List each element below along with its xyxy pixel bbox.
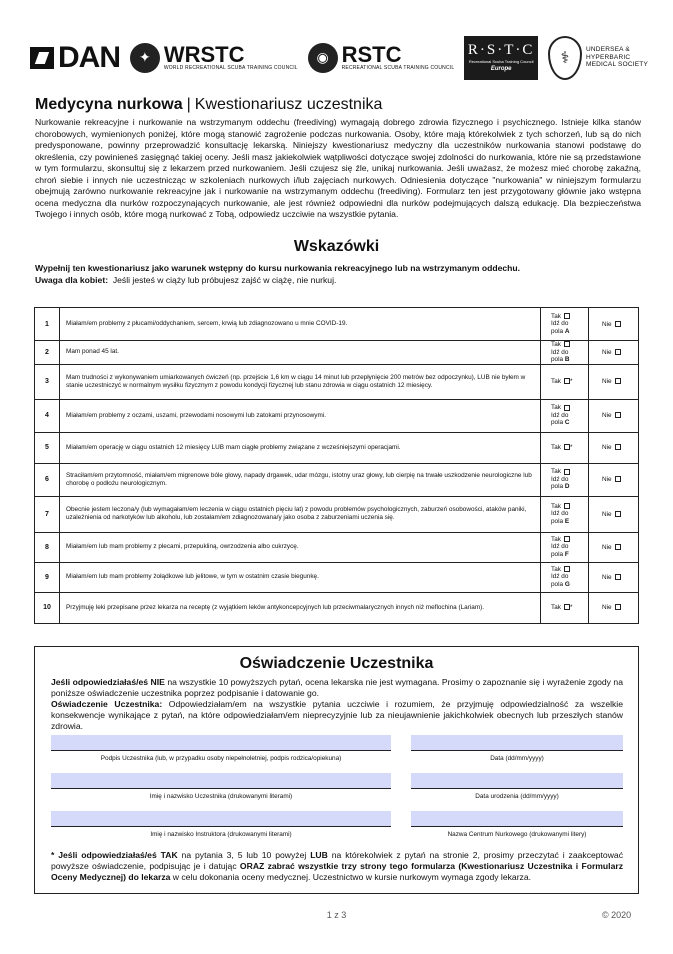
question-number: 8: [35, 532, 60, 562]
yes-option[interactable]: [541, 562, 589, 592]
asterisk: *: [569, 443, 573, 451]
yes-option[interactable]: [541, 496, 589, 532]
rstc-europe-logo: [464, 36, 538, 80]
rstc-europe-subtitle: Recreational Scuba Training Council: [468, 59, 534, 64]
rstc-logo: [308, 43, 455, 73]
dive-center-field[interactable]: [411, 811, 623, 827]
yes-checkbox[interactable]: [564, 566, 570, 572]
no-label: Nie: [602, 444, 612, 451]
date-field[interactable]: [411, 735, 623, 751]
declaration-title: Oświadczenie Uczestnika: [239, 655, 434, 672]
pole-label: pola: [551, 580, 564, 588]
question-text: Miałam/em lub mam problemy żołądkowe lub jelitowe, w tym w ostatnim czasie biegunkę.: [60, 562, 541, 592]
question-text: Miałam/em operację w ciągu ostatnich 12 miesięcy LUB mam ciągłe problemy związane z wcześniejszymi operacjami.: [60, 432, 541, 463]
yes-label: Tak: [551, 404, 561, 412]
intro-paragraph: Nurkowanie rekreacyjne i nurkowanie na wstrzymanym oddechu (freediving) wymagają dobrego zdrowia fizycznego i psychicznego. Istnieje kilka stanów chorobowych, wymienionych poniżej, które mogą stanowić zagrożenie podczas nurkowania. Osoby, które mają którekolwiek z tych schorzeń, lub są do nich predysponowane, powinny przeprowadzić konsultację lekarską. Niniejszy kwestionariusz medyczny dla uczestników nurkowania stanowi podstawę do określenia, czy powinieneś zasięgnąć takiej oceny. Jeśli masz jakiekolwiek wątpliwości dotyczące swojej zdolności do nurkowania, które nie są przedstawione w tym formularzu, skonsultuj się z lekarzem przed nurkowaniem. Jeśli czujesz się źle, unikaj nurkowania. Jeśli uważasz, że możesz mieć chorobę zakaźną, chroń siebie i innych nie uczestnicząc w szkoleniach nurkowych i/lub zajęciach nurkowych. Odniesienia dotyczące "nurkowania" w niniejszym formularzu obejmują zarówno nurkowanie rekreacyjne jak i nurkowanie na wstrzymanym oddechu (freediving). Formularz ten jest przygotowany głównie jako wstępna ocena medyczna dla nurków rozpoczynających nurkowanie, ale jest również odpowiedni dla nurków podejmujących dalszą edukację. Dla bezpieczeństwa Twojego i innych osób, które mogą nurkować z Tobą, odpowiedz uczciwie na wszystkie pytania.: [35, 117, 641, 219]
box-letter: A: [564, 327, 570, 335]
no-option[interactable]: [589, 562, 639, 592]
yes-label: Tak: [551, 565, 561, 573]
birthdate-field[interactable]: [411, 773, 623, 789]
dive-center-label: Nazwa Centrum Nurkowego (drukowanymi litery): [447, 831, 587, 838]
question-number: 9: [35, 562, 60, 592]
dan-flag-icon: [30, 47, 54, 69]
footnote-bold-1: Jeśli odpowiedziałaś/eś TAK: [58, 850, 178, 860]
footnote-text-1: na pytania 3, 5 lub 10 powyżej: [177, 850, 311, 860]
caduceus-icon: ⚕: [548, 36, 582, 80]
no-label: Nie: [602, 573, 612, 581]
box-letter: C: [564, 419, 570, 427]
no-option[interactable]: [589, 532, 639, 562]
declaration-box: [34, 646, 639, 894]
signature-field[interactable]: [51, 735, 391, 751]
no-checkbox[interactable]: [615, 412, 621, 418]
dan-logo: [30, 41, 120, 75]
yes-option[interactable]: [541, 341, 589, 365]
pole-label: pola: [551, 483, 564, 491]
no-option[interactable]: [589, 364, 639, 399]
wrstc-logo: [130, 43, 298, 73]
no-answer-text: na wszystkie 10 powyższych pytań, ocena lekarska nie jest wymagana. Prosimy o zapoznanie się i wyrażenie zgody na poniższe oświadczenie uczestnika poprzez podpisanie i datowanie go.: [51, 677, 623, 698]
pole-label: pola: [551, 356, 564, 363]
yes-option[interactable]: [541, 463, 589, 496]
no-label: Nie: [602, 476, 612, 483]
no-checkbox[interactable]: [615, 349, 621, 355]
no-checkbox[interactable]: [615, 378, 621, 384]
instructions: [35, 262, 641, 286]
no-checkbox[interactable]: [615, 321, 621, 327]
question-row: [35, 308, 639, 341]
dan-logo-text: DAN: [58, 40, 120, 74]
no-option[interactable]: [589, 463, 639, 496]
uhms-logo: [548, 36, 650, 80]
no-checkbox[interactable]: [615, 574, 621, 580]
footnote-text-3: w celu dokonania oceny medycznej. Uczestnictwo w kursie nurkowym wymaga zgody lekarza.: [170, 872, 532, 882]
yes-option[interactable]: [541, 432, 589, 463]
question-row: [35, 399, 639, 432]
yes-checkbox[interactable]: [564, 536, 570, 542]
yes-checkbox[interactable]: [564, 341, 570, 347]
no-option[interactable]: [589, 308, 639, 341]
no-checkbox[interactable]: [615, 544, 621, 550]
question-row: [35, 592, 639, 623]
footnote-bold-2: LUB: [310, 850, 328, 860]
question-text: Mam trudności z wykonywaniem umiarkowanych ćwiczeń (np. przejście 1,6 km w ciągu 14 minut lub przepłynięcie 200 metrów bez odpoczynku), LUB nie byłem w stanie uczestniczyć w normalnym wysiłku fizycznym z powodu kondycji fizycznej lub stanu zdrowia w ciągu ostatnich 12 miesięcy.: [60, 364, 541, 399]
goto-label: Idź do: [551, 510, 569, 518]
yes-label: Tak: [551, 377, 561, 385]
box-letter: B: [564, 356, 570, 363]
question-row: [35, 562, 639, 592]
asterisk: *: [569, 377, 573, 385]
no-label: Nie: [602, 320, 612, 328]
diver-icon: ✦: [130, 43, 160, 73]
no-label: Nie: [602, 604, 612, 611]
question-row: [35, 463, 639, 496]
question-number: 1: [35, 308, 60, 341]
declaration-statement: Odpowiedziałam/em na wszystkie pytania uczciwie i rozumiem, że przyjmuję odpowiedzialność za wszelkie konsekwencje wynikające z pytań, na które odpowiedziałam/em nieprecyzyjnie lub za nieujawnienie jakichkolwiek obecnych lub przeszłych stanów zdrowia.: [51, 699, 623, 731]
goto-label: Idź do: [551, 348, 569, 356]
question-row: [35, 341, 639, 365]
goto-label: Idź do: [551, 320, 569, 328]
yes-checkbox[interactable]: [564, 469, 570, 475]
uhms-name: UNDERSEA & HYPERBARIC MEDICAL SOCIETY: [585, 45, 648, 69]
signature-label: Podpis Uczestnika (lub, w przypadku osoby niepełnoletniej, podpis rodzica/opiekuna): [100, 755, 342, 762]
declaration-text: [51, 677, 623, 732]
rstc-europe-region: Europe: [490, 66, 512, 72]
yes-option[interactable]: [541, 399, 589, 432]
question-row: [35, 432, 639, 463]
yes-option[interactable]: [541, 592, 589, 623]
no-option[interactable]: [589, 592, 639, 623]
no-label: Nie: [602, 412, 612, 419]
pole-label: pola: [551, 327, 564, 335]
pole-label: pola: [551, 550, 564, 558]
question-row: [35, 364, 639, 399]
goto-label: Idź do: [551, 475, 569, 483]
box-letter: F: [564, 550, 569, 558]
women-note-label: Uwaga dla kobiet:: [35, 275, 109, 285]
question-text: Mam ponad 45 lat.: [60, 341, 541, 365]
wrstc-name: WRSTC: [163, 42, 245, 67]
goto-label: Idź do: [551, 573, 569, 581]
pole-label: pola: [551, 517, 564, 525]
question-text: Przyjmuję leki przepisane przez lekarza na receptę (z wyjątkiem leków antykoncepcyjnych lub przeciwmalarycznych innych niż meflochina (Lariam).: [60, 592, 541, 623]
women-note-text: Jeśli jesteś w ciąży lub próbujesz zajść w ciążę, nie nurkuj.: [112, 275, 337, 285]
logo-bar: [30, 30, 650, 85]
footnote-star: *: [51, 850, 59, 860]
no-checkbox[interactable]: [615, 476, 621, 482]
asterisk: *: [569, 603, 573, 611]
no-label: Nie: [602, 348, 612, 356]
questions-table: [34, 307, 639, 624]
yes-label: Tak: [551, 603, 561, 611]
yes-label: Tak: [551, 312, 561, 320]
question-text: Straciłam/em przytomność, miałam/em migrenowe bóle głowy, napady drgawek, udar mózgu, istotny uraz głowy, lub cierpię na trwałe uszkodzenie neurologiczne lub chorobę o podłożu neurologicznym.: [60, 463, 541, 496]
question-number: 10: [35, 592, 60, 623]
instruction-line: Wypełnij ten kwestionariusz jako warunek wstępny do kursu nurkowania rekreacyjnego lub na wstrzymanym oddechu.: [35, 263, 521, 273]
yes-label: Tak: [551, 502, 561, 510]
yes-checkbox[interactable]: [564, 405, 570, 411]
no-option[interactable]: [589, 496, 639, 532]
no-label: Nie: [602, 510, 612, 518]
question-text: Miałam/em problemy z płucami/oddychaniem, sercem, krwią lub zdiagnozowano u mnie COVID-19.: [60, 308, 541, 341]
yes-checkbox[interactable]: [564, 313, 570, 319]
wrstc-subtitle: WORLD RECREATIONAL SCUBA TRAINING COUNCIL: [163, 65, 298, 71]
goto-label: Idź do: [551, 411, 569, 419]
footnote-bold-3: ORAZ zabrać wszystkie trzy strony tego formularza (Kwestionariusz Uczestnika i Formularz Oceny Medycznej) do lekarza: [51, 861, 623, 882]
question-number: 7: [35, 496, 60, 532]
question-number: 4: [35, 399, 60, 432]
rstc-subtitle: RECREATIONAL SCUBA TRAINING COUNCIL: [341, 65, 455, 71]
instructor-name-label: Imię i nazwisko Instruktora (drukowanymi literami): [150, 831, 292, 838]
question-row: [35, 532, 639, 562]
yes-label: Tak: [551, 535, 561, 543]
no-checkbox[interactable]: [615, 604, 621, 610]
question-text: Obecnie jestem leczona/y (lub wymagałam/em leczenia w ciągu ostatnich pięciu lat) z powodu problemów psychologicznych, zaburzeń osobowości, ataków paniki, uzależnienia od narkotyków lub alkoholu, lub zostałam/em zdiagnozowana/y jako osoba z zaburzeniami uczenia się.: [60, 496, 541, 532]
question-text: Miałam/em lub mam problemy z plecami, przepukliną, owrzodzenia albo cukrzycę.: [60, 532, 541, 562]
title-sub: Kwestionariusz uczestnika: [194, 96, 383, 113]
instructor-name-field[interactable]: [51, 811, 391, 827]
rstc-europe-name: R·S·T·C: [467, 42, 535, 58]
rstc-name: RSTC: [341, 42, 402, 67]
declaration-label: Oświadczenie Uczestnika:: [51, 699, 163, 709]
no-option[interactable]: [589, 341, 639, 365]
participant-name-field[interactable]: [51, 773, 391, 789]
question-number: 2: [35, 341, 60, 365]
yes-label: Tak: [551, 341, 561, 348]
section-heading: Wskazówki: [293, 238, 380, 255]
no-checkbox[interactable]: [615, 511, 621, 517]
question-number: 5: [35, 432, 60, 463]
title-main: Medycyna nurkowa: [35, 96, 183, 113]
participant-name-label: Imię i nazwisko Uczestnika (drukowanymi literami): [149, 793, 293, 800]
copyright: © 2020: [602, 910, 632, 920]
box-letter: E: [564, 517, 570, 525]
yes-checkbox[interactable]: [564, 503, 570, 509]
question-number: 6: [35, 463, 60, 496]
box-letter: D: [564, 483, 570, 491]
no-answer-bold: Jeśli odpowiedziałaś/eś NIE: [51, 677, 165, 687]
yes-option[interactable]: [541, 364, 589, 399]
footnote-text-2: na którekolwiek z pytań na stronie 2, prosimy przeczytać i zaakceptować powyższe oświadczenie, podpisując je i datując: [51, 850, 623, 871]
yes-label: Tak: [551, 468, 561, 476]
title-separator: |: [186, 96, 191, 113]
no-option[interactable]: [589, 432, 639, 463]
question-text: Miałam/em problemy z oczami, uszami, przewodami nosowymi lub zatokami przynosowymi.: [60, 399, 541, 432]
pole-label: pola: [551, 419, 564, 427]
yes-label: Tak: [551, 443, 561, 451]
no-label: Nie: [602, 543, 612, 551]
page-number: 1 z 3: [326, 910, 347, 920]
yes-answer-note: [51, 850, 623, 883]
box-letter: G: [564, 580, 570, 588]
page-title: [35, 96, 382, 114]
date-label: Data (dd/mm/yyyy): [490, 755, 544, 762]
globe-icon: ◉: [308, 43, 338, 73]
birthdate-label: Data urodzenia (dd/mm/yyyy): [475, 793, 559, 800]
goto-label: Idź do: [551, 543, 569, 551]
no-label: Nie: [602, 378, 612, 385]
yes-option[interactable]: [541, 532, 589, 562]
no-checkbox[interactable]: [615, 444, 621, 450]
no-option[interactable]: [589, 399, 639, 432]
question-number: 3: [35, 364, 60, 399]
question-row: [35, 496, 639, 532]
yes-option[interactable]: [541, 308, 589, 341]
